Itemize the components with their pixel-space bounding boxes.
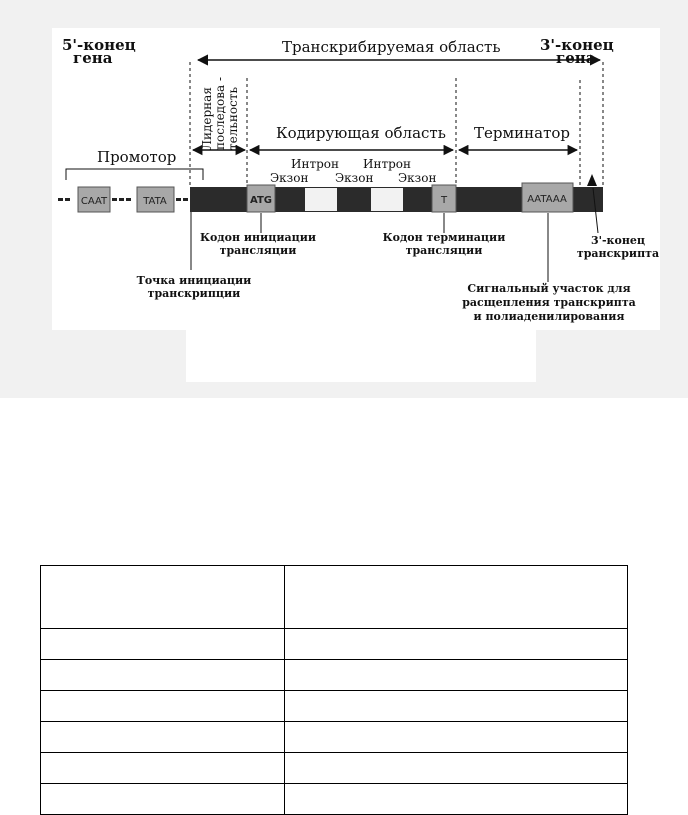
three-prime-gene-label: гена bbox=[556, 49, 596, 67]
intron-2-box bbox=[371, 188, 403, 211]
svg-text:тельность: тельность bbox=[226, 86, 240, 150]
intron-2-label: Интрон bbox=[363, 157, 412, 171]
leader-sequence-label bbox=[200, 77, 240, 150]
codon-init-label-2: трансляции bbox=[219, 244, 297, 257]
figure-frame bbox=[0, 0, 688, 398]
exon-1-label: Экзон bbox=[270, 171, 309, 185]
table-cell[interactable] bbox=[285, 629, 628, 660]
table-row bbox=[41, 722, 628, 753]
table-row bbox=[41, 629, 628, 660]
table-header-cell[interactable] bbox=[285, 566, 628, 629]
promoter-bracket bbox=[66, 169, 203, 180]
table-row bbox=[41, 691, 628, 722]
empty-table bbox=[40, 565, 628, 815]
table-cell[interactable] bbox=[285, 691, 628, 722]
exon-3-label: Экзон bbox=[398, 171, 437, 185]
table-row bbox=[41, 784, 628, 815]
table-row bbox=[41, 753, 628, 784]
table-header-row bbox=[41, 566, 628, 629]
caat-box-label: CAAT bbox=[80, 196, 108, 207]
table-cell[interactable] bbox=[285, 722, 628, 753]
transcript-end-label-1: 3'-конец bbox=[590, 234, 646, 247]
exon-2-label: Экзон bbox=[335, 171, 374, 185]
coding-region-label: Кодирующая область bbox=[276, 124, 446, 142]
signal-label-2: расщепления транскрипта bbox=[462, 296, 636, 309]
intron-1-label: Интрон bbox=[291, 157, 340, 171]
codon-init-label-1: Кодон инициации bbox=[199, 231, 317, 244]
transcript-end-marker bbox=[587, 174, 597, 186]
aataaa-box-label: AATAAA bbox=[527, 194, 567, 205]
table-row bbox=[41, 660, 628, 691]
three-prime-end-label: 3'-конец bbox=[540, 36, 614, 54]
transcript-end-label-2: транскрипта bbox=[576, 247, 660, 260]
t-box-label: T bbox=[440, 195, 448, 206]
table-cell[interactable] bbox=[41, 753, 285, 784]
promoter-label: Промотор bbox=[97, 148, 177, 166]
atg-box-label: ATG bbox=[250, 195, 272, 206]
table-cell[interactable] bbox=[285, 660, 628, 691]
gene-structure-diagram bbox=[0, 0, 688, 398]
svg-text:Лидерная: Лидерная bbox=[200, 87, 214, 150]
tx-start-label-2: транскрипции bbox=[147, 287, 241, 300]
signal-label-1: Сигнальный участок для bbox=[467, 282, 631, 295]
codon-term-label-2: трансляции bbox=[405, 244, 483, 257]
table-header-cell[interactable] bbox=[41, 566, 285, 629]
transcribed-region-label: Транскрибируемая область bbox=[282, 38, 501, 56]
svg-text:последова -: последова - bbox=[213, 76, 227, 150]
table-cell[interactable] bbox=[41, 691, 285, 722]
five-prime-end-label: 5'-конец bbox=[62, 36, 136, 54]
tata-box-label: TATA bbox=[143, 196, 167, 207]
table-cell[interactable] bbox=[285, 784, 628, 815]
table-cell[interactable] bbox=[285, 753, 628, 784]
table-cell[interactable] bbox=[41, 660, 285, 691]
tx-start-label-1: Точка инициации bbox=[136, 274, 252, 287]
table-cell[interactable] bbox=[41, 722, 285, 753]
intron-1-box bbox=[305, 188, 337, 211]
terminator-label: Терминатор bbox=[474, 124, 571, 142]
five-prime-gene-label: гена bbox=[73, 49, 113, 67]
codon-term-label-1: Кодон терминации bbox=[382, 231, 506, 244]
table-cell[interactable] bbox=[41, 629, 285, 660]
signal-label-3: и полиаденилирования bbox=[473, 310, 625, 323]
table-cell[interactable] bbox=[41, 784, 285, 815]
